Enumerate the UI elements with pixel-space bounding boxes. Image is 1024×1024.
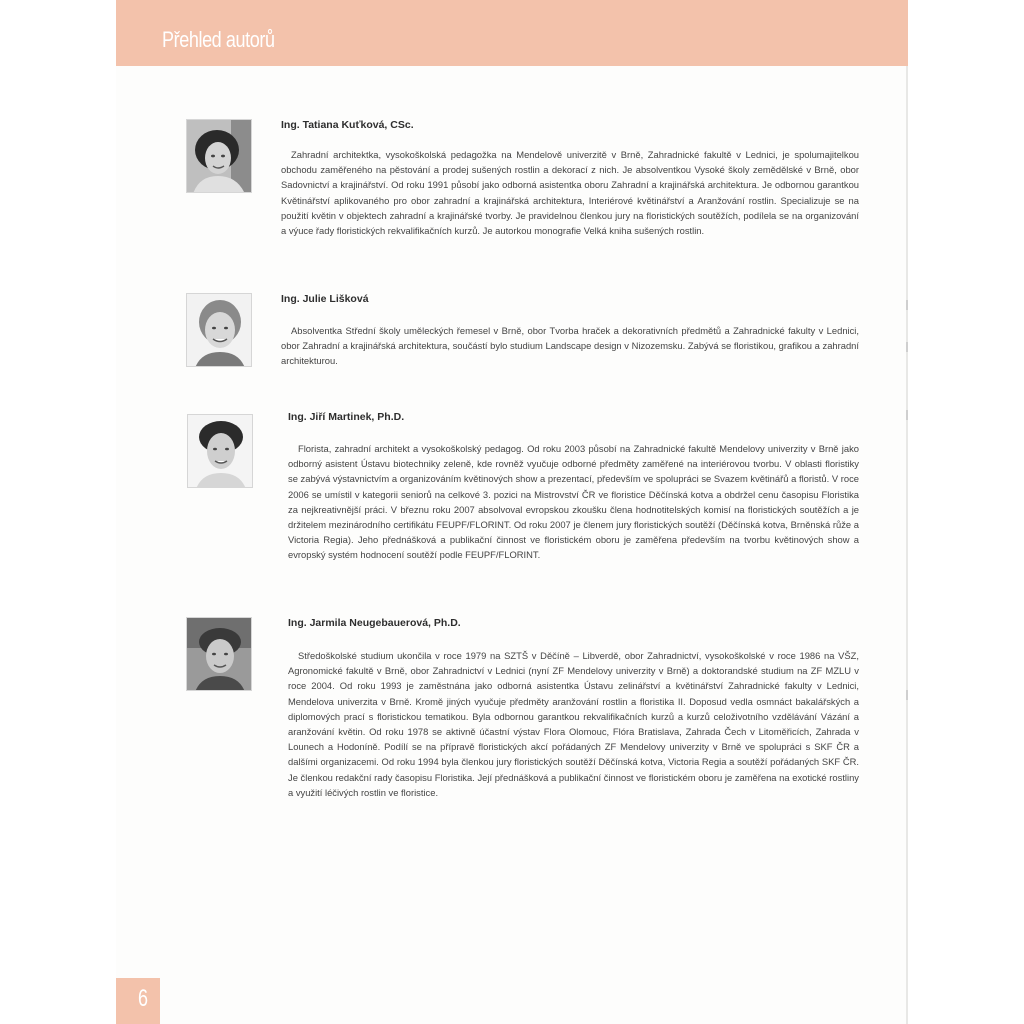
portrait-icon [187,120,252,193]
margin-mark [906,342,908,352]
page-number: 6 [138,985,149,1012]
author-name: Ing. Jarmila Neugebauerová, Ph.D. [288,617,461,629]
margin-mark [906,690,908,700]
author-bio: Absolventka Střední školy uměleckých řemesel v Brně, obor Tvorba hraček a dekorativních předmětů a Zahradnické fakulty v Lednici, obor Zahradní a krajinářská architektura, součástí bylo studium Landscape design v Nizozemsku. Zabývá se floristikou, grafikou a zahradní architekturou. [281,325,859,367]
author-entry [186,293,862,373]
author-entry [186,411,862,581]
page-edge [906,0,908,1024]
author-name: Ing. Julie Lišková [281,293,369,305]
author-entry [186,617,862,817]
author-bio: Zahradní architektka, vysokoškolská pedagožka na Mendelově univerzitě v Brně, Zahradnické fakultě v Lednici, je spolumajitelkou obchodu zaměřeného na pěstování a prodej sušených rostlin a dekorací z nich. Je absolventkou Vysoké školy zemědělské v Brně, obor Sadovnictví a krajinářství. Od roku 1991 působí jako odborná asistentka oboru Zahradní a krajinářská architektura. Je odbornou garantkou Květinářství aplikovaného pro obor zahradní a krajinářská architektura, Interiérové květinářství a Aranžování rostlin. Specializuje se na použití květin v objektech zahradní a krajinářské tvorby. Je pravidelnou členkou jury na floristických soutěžích, podílela se na organizování a výuce řady floristických rekvalifikačních kurzů. Je autorkou monografie Velká kniha sušených rostlin. [281,149,859,237]
author-photo [186,617,252,691]
author-name: Ing. Jiří Martinek, Ph.D. [288,411,405,423]
portrait-icon [187,618,252,691]
author-photo [186,119,252,193]
margin-mark [906,410,908,420]
portrait-icon [187,294,252,367]
margin-mark [906,300,908,310]
author-bio: Florista, zahradní architekt a vysokoškolský pedagog. Od roku 2003 působí na Zahradnické fakultě Mendelovy univerzity v Brně jako odborný asistent Ústavu biotechniky zeleně, kde rovněž vyučuje odborné předměty zaměřené na interiérovou tvorbu. V oblasti floristiky se zabývá výstavnictvím a organizováním květinových show a prezentací, především ve spolupráci se Svazem květinářů a floristů. V roce 2006 se umístil v kategorii seniorů na celkové 3. pozici na Mistrovství ČR ve floristice Děčínská kotva a obdržel cenu časopisu Floristika za nejkreativnější práci. V březnu roku 2007 absolvoval evropskou zkoušku člena hodnotitelských komisí na floristických soutěžích a je držitelem mezinárodního certifikátu FEUPF/FLORINT. Od roku 2007 je členem jury floristických soutěží (Děčínská kotva, Brněnská růže a Victoria Regia). Jeho přednášková a publikační činnost ve floristickém oboru je zaměřena především na tvorbu květinových show a evropský systém hodnocení soutěží podle FEUPF/FLORINT. [288,443,859,561]
author-entry [186,119,862,259]
page-title: Přehled autorů [162,27,275,52]
author-photo [187,414,253,488]
author-name: Ing. Tatiana Kuťková, CSc. [281,119,414,131]
portrait-icon [188,415,253,488]
author-photo [186,293,252,367]
author-bio: Středoškolské studium ukončila v roce 1979 na SZTŠ v Děčíně – Libverdě, obor Zahradnictví, vysokoškolské v roce 1986 na VŠZ, Agronomické fakultě v Brně, obor Zahradnictví v Lednici (nyní ZF Mendelovy univerzity v Brně) a doktorandské studium na ZF MZLU v roce 2004. Od roku 1993 je zaměstnána jako odborná asistentka Ústavu zelinářství a květinářství Zahradnické fakulty v Lednici, Mendelova univerzita v Brně. Kromě jiných vyučuje předměty aranžování rostlin a floristika II. Doposud vedla osmnáct bakalářských a diplomových prací s floristickou tematikou. Byla odbornou garantkou rekvalifikačních kurzů a kurzů celoživotního vzdělávání Vázání a aranžování květin. Od roku 1978 se aktivně účastní výstav Flora Olomouc, Flóra Bratislava, Zahrada Čech v Litoměřicích, Zahrada v Lounech a Hodoníně. Podílí se na přípravě floristických akcí pořádaných ZF Mendelovy univerzity v Brně ve spolupráci s SKF ČR a dalšími organizacemi. Od roku 1994 byla členkou jury floristických soutěží Děčínská kotva, Victoria Regia a soutěží pořádaných SKF ČR. Je členkou redakční rady časopisu Floristika. Její přednášková a publikační činnost ve floristickém oboru je zaměřena na exotické rostliny a využití léčivých rostlin ve floristice. [288,650,859,798]
